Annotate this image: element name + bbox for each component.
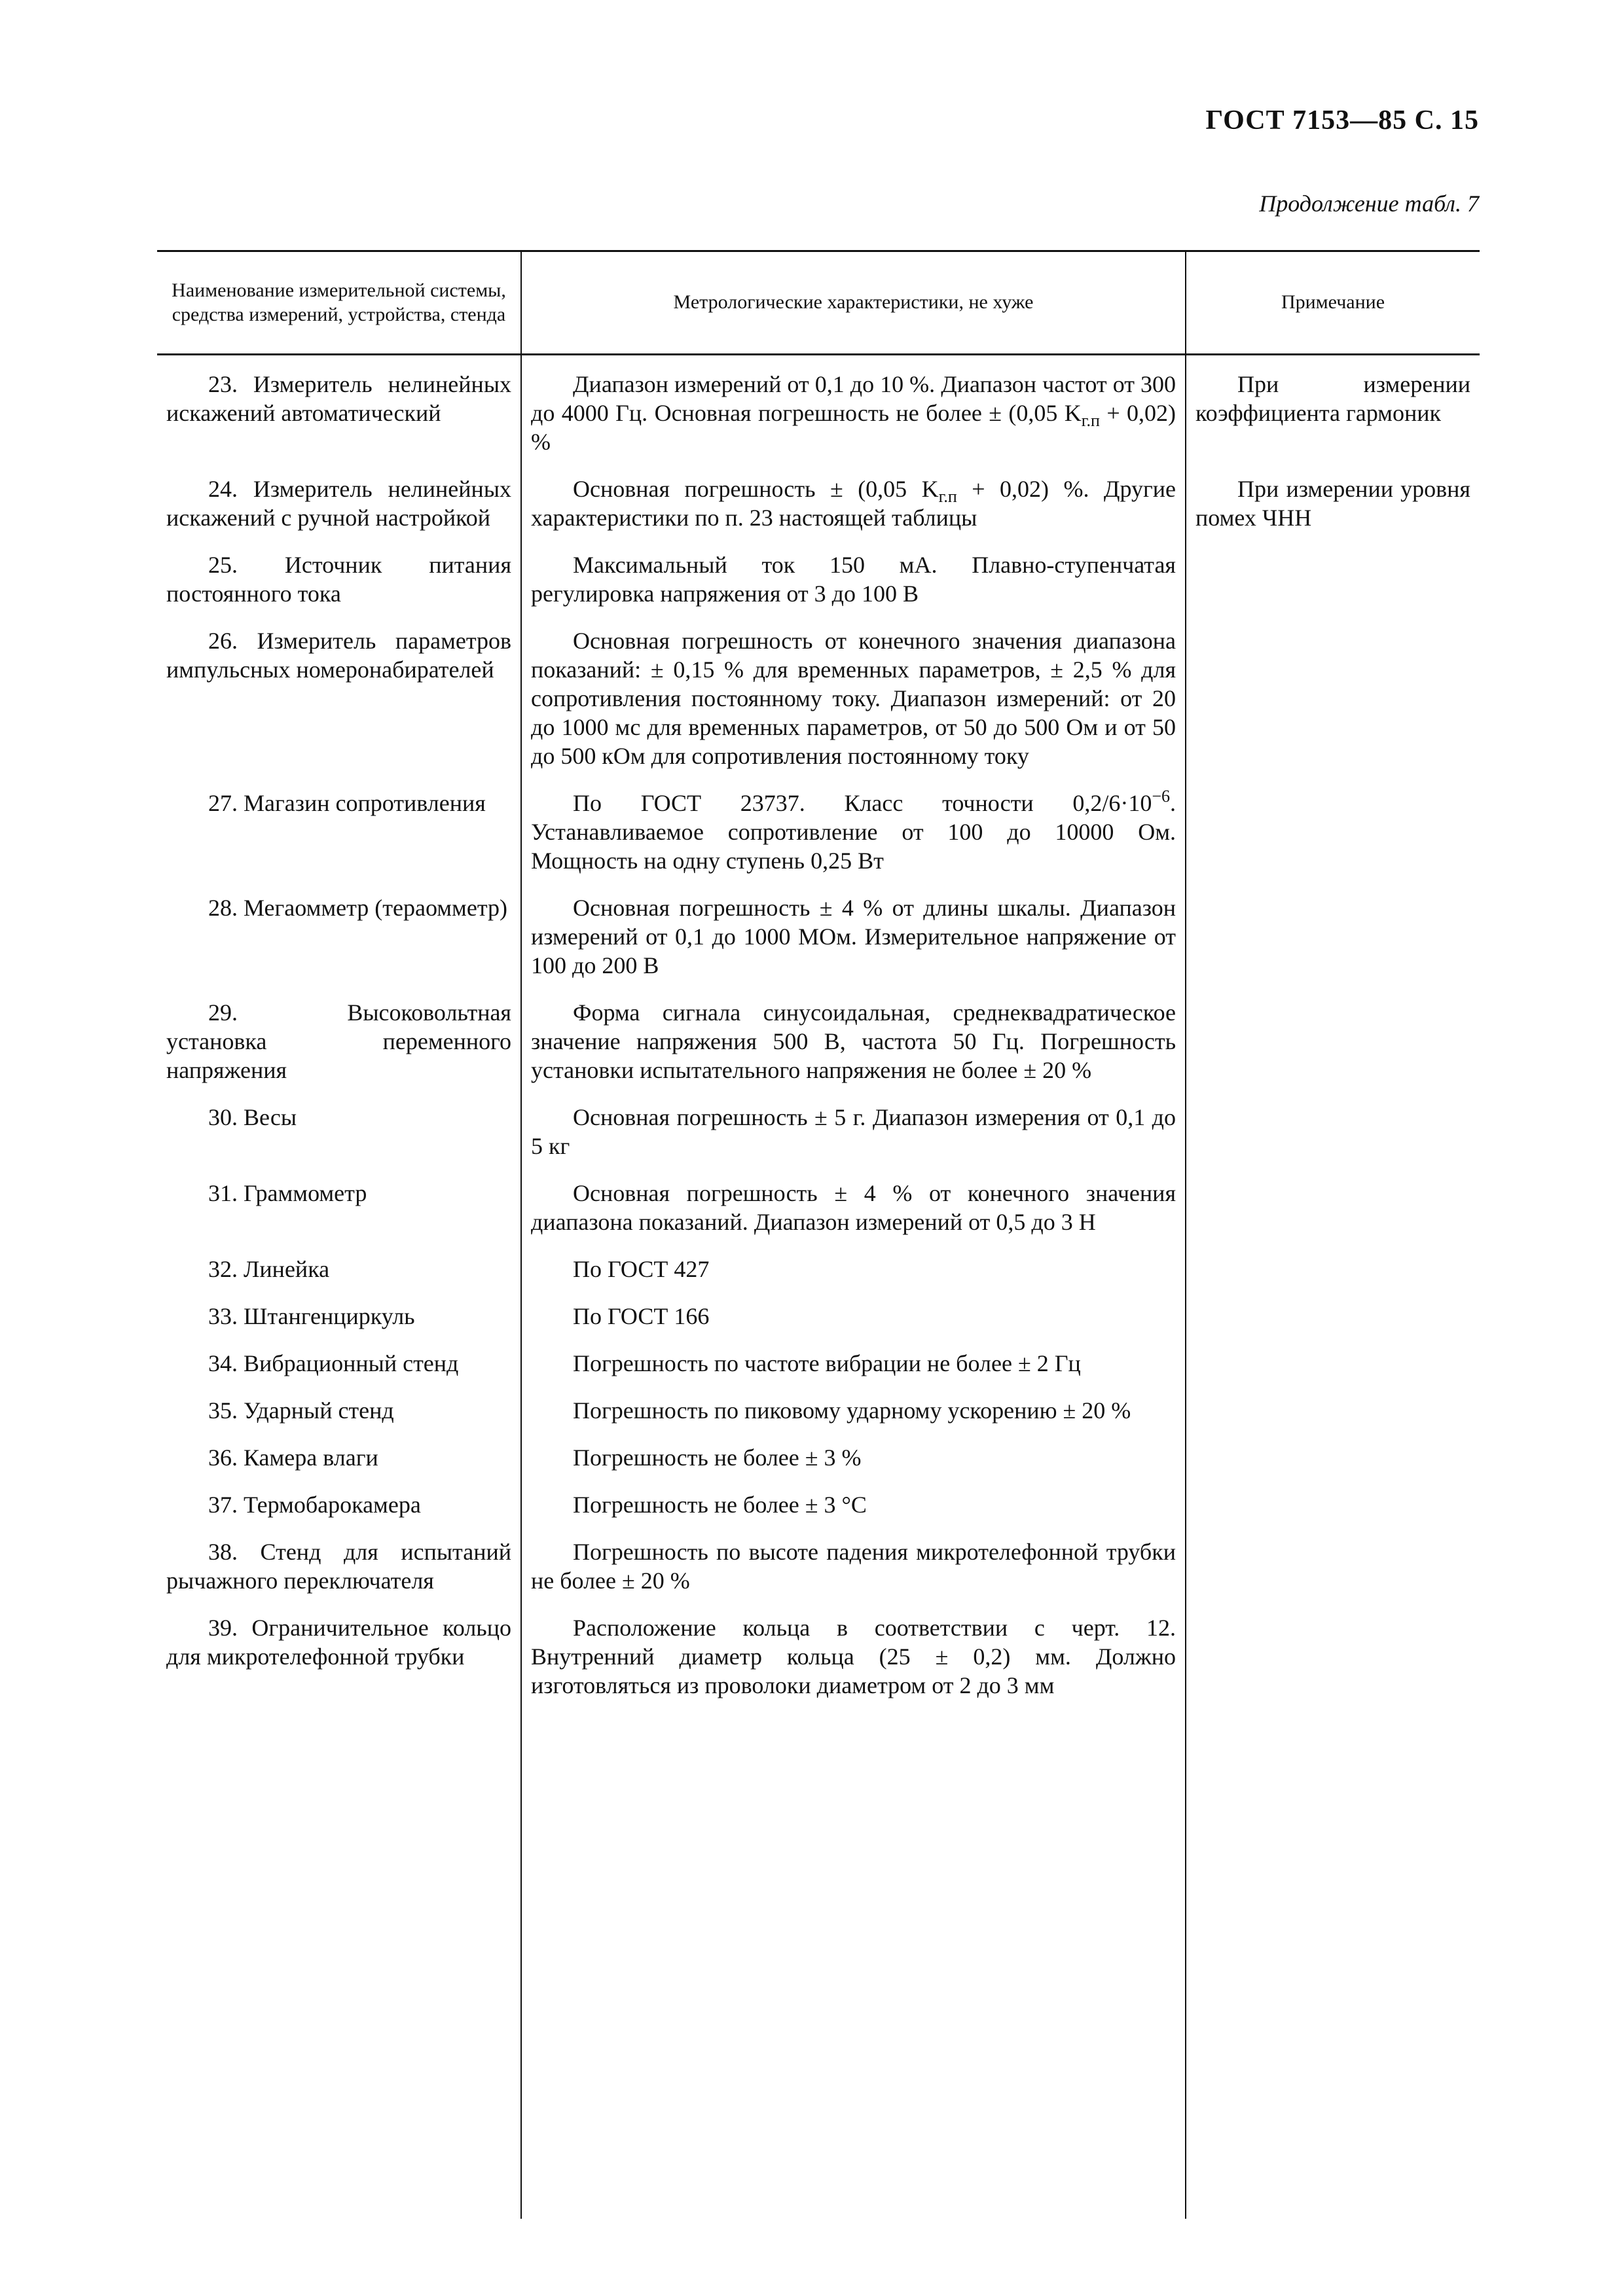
row-name: 32. Линейка [208, 1256, 330, 1282]
row-note [1195, 1179, 1470, 1236]
row-note [1195, 626, 1470, 770]
row-name: 39. Ограничительное кольцо для микротелефонной трубки [166, 1615, 511, 1670]
row-specs: Основная погрешность от конечного значения диапазона показаний: ± 0,15 % для временных параметров, ± 2,5 % для сопротивления постоянному току. Диапазон измерений: от 20 до 1000 мс для временных параметров, от 50 до 500 Ом и от 50 до 500 кОм для сопротивления постоянному току [531, 628, 1176, 769]
row-name: 37. Термобарокамера [208, 1492, 421, 1518]
row-name: 23. Измеритель нелинейных искажений автоматический [166, 371, 511, 426]
row-name: 31. Граммометр [208, 1180, 367, 1206]
row-note [1195, 789, 1470, 875]
row-specs: Основная погрешность ± (0,05 $K_{г.п} + 0,02$) %. Другие характеристики по п. 23 настоящей таблицы [531, 476, 1176, 531]
row-specs: Погрешность по частоте вибрации не более ± 2 Гц [573, 1350, 1081, 1376]
row-note [1195, 1443, 1470, 1472]
table-continuation-label: Продолжение табл. 7 [1259, 190, 1479, 217]
row-note [1195, 550, 1470, 608]
column-header-note: Примечание [1185, 252, 1480, 353]
row-name: 33. Штангенциркуль [208, 1303, 415, 1329]
row-specs: Погрешность по высоте падения микротелефонной трубки не более ± 20 % [531, 1539, 1176, 1594]
row-note [1195, 1255, 1470, 1283]
row-specs: Основная погрешность ± 4 % от длины шкалы. Диапазон измерений от 0,1 до 1000 МОм. Измерительное напряжение от 100 до 200 В [531, 895, 1176, 978]
table-body [157, 355, 1480, 2219]
row-name: 34. Вибрационный стенд [208, 1350, 459, 1376]
row-name: 28. Мегаомметр (тераомметр) [208, 895, 507, 921]
superscript-text: −6 [1152, 787, 1170, 806]
row-specs: Основная погрешность ± 5 г. Диапазон измерения от 0,1 до 5 кг [531, 1104, 1176, 1159]
row-name: 29. Высоковольтная установка переменного напряжения [166, 999, 511, 1083]
row-specs: Погрешность не более ± 3 % [573, 1444, 862, 1471]
row-specs: Расположение кольца в соответствии с черт. 12. Внутренний диаметр кольца (25 ± 0,2) мм. Должно изготовляться из проволоки диаметром от 2 до 3 мм [531, 1615, 1176, 1698]
row-note: При измерении коэффициента гармоник [1195, 371, 1470, 426]
column-note [1185, 355, 1480, 2219]
row-specs: Погрешность по пиковому ударному ускорению ± 20 % [573, 1397, 1131, 1424]
row-specs: Форма сигнала синусоидальная, среднеквадратическое значение напряжения 500 В, частота 50 Гц. Погрешность установки испытательного напряжения не более ± 20 % [531, 999, 1176, 1083]
column-name [157, 355, 520, 2219]
row-name: 25. Источник питания постоянного тока [166, 552, 511, 607]
row-note [1195, 1490, 1470, 1519]
row-name: 38. Стенд для испытаний рычажного переключателя [166, 1539, 511, 1594]
row-specs: По ГОСТ 427 [573, 1256, 710, 1282]
subscript-text: г.п [1081, 411, 1100, 430]
row-note [1195, 1613, 1470, 1700]
row-specs: По ГОСТ 23737. Класс точности $0,2/6\cdot 10^{-6}$. Устанавливаемое сопротивление от 100 до 10000 Ом. Мощность на одну ступень 0,25 Вт [531, 787, 1176, 874]
subscript-text: г.п [938, 487, 957, 506]
table-header [157, 250, 1480, 355]
row-name: 30. Весы [208, 1104, 297, 1130]
row-name: 24. Измеритель нелинейных искажений с ручной настройкой [166, 476, 511, 531]
row-note [1195, 998, 1470, 1085]
row-note [1195, 1396, 1470, 1425]
row-specs: Диапазон измерений от 0,1 до 10 %. Диапазон частот от 300 до 4000 Гц. Основная погрешность не более ± (0,05 $K_{г.п} + 0,02$) % [531, 371, 1176, 455]
row-name: 36. Камера влаги [208, 1444, 378, 1471]
row-note [1195, 1537, 1470, 1595]
row-note: При измерении уровня помех ЧНН [1195, 476, 1470, 531]
page-header: ГОСТ 7153—85 С. 15 [1205, 105, 1479, 135]
row-specs: Максимальный ток 150 мА. Плавно-ступенчатая регулировка напряжения от 3 до 100 В [531, 552, 1176, 607]
column-header-name: Наименование измерительной системы, средства измерений, устройства, стенда [172, 279, 506, 325]
row-note [1195, 1349, 1470, 1378]
row-note [1195, 1302, 1470, 1331]
row-name: 27. Магазин сопротивления [208, 790, 486, 816]
row-note [1195, 1103, 1470, 1160]
row-name: 35. Ударный стенд [208, 1397, 394, 1424]
table-7 [157, 250, 1480, 2219]
column-header-specs: Метрологические характеристики, не хуже [520, 252, 1185, 353]
row-specs: По ГОСТ 166 [573, 1303, 710, 1329]
column-specs [520, 355, 1185, 2219]
row-name: 26. Измеритель параметров импульсных номеронабирателей [166, 628, 511, 683]
row-specs: Основная погрешность ± 4 % от конечного значения диапазона показаний. Диапазон измерений от 0,5 до 3 Н [531, 1180, 1176, 1235]
row-specs: Погрешность не более ± 3 °С [573, 1492, 867, 1518]
row-note [1195, 893, 1470, 980]
